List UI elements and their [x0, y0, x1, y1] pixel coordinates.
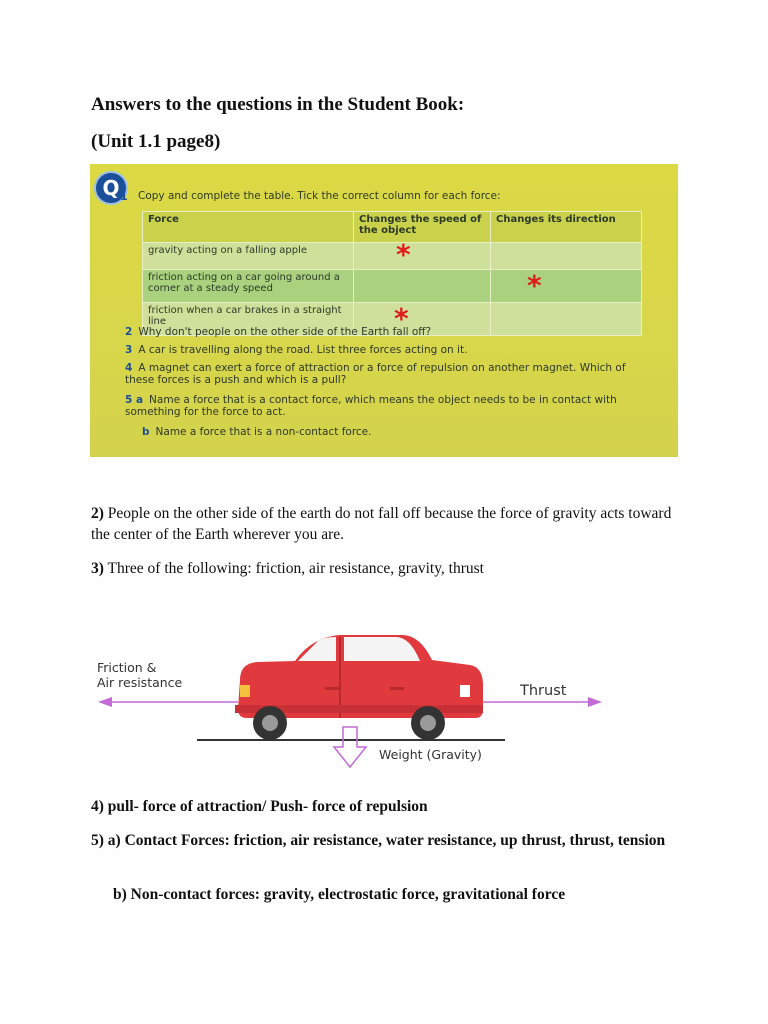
thrust-label: Thrust: [520, 683, 567, 699]
weight-arrow: [334, 727, 366, 767]
weight-label: Weight (Gravity): [379, 747, 482, 762]
speed-tick-cell: [354, 270, 491, 303]
friction-arrowhead: [98, 697, 112, 707]
table-row: [143, 270, 642, 303]
asterisk-mark: *: [527, 269, 542, 302]
speed-tick-cell: [354, 238, 491, 271]
column-header-direction: Changes its direction: [491, 212, 642, 243]
answer-3: 3) Three of the following: friction, air resistance, gravity, thrust: [91, 560, 484, 577]
column-header-force: Force: [143, 212, 354, 243]
column-header-speed: Changes the speed of the object: [354, 212, 491, 243]
question-2: 2 Why don't people on the other side of the Earth fall off?: [125, 326, 432, 338]
air-resistance-label: Air resistance: [97, 675, 183, 690]
question-1-text: Copy and complete the table. Tick the correct column for each force:: [138, 190, 501, 202]
answer-2: 2) People on the other side of the earth do not fall off because the force of gravity acts toward the center of the Earth wherever you are.: [91, 505, 672, 543]
direction-tick-cell: [491, 270, 642, 303]
car-forces-diagram: [90, 585, 610, 780]
textbook-question-image: [90, 164, 678, 457]
force-cell: friction acting on a car going around a corner at a steady speed: [143, 270, 354, 303]
question-4: 4 A magnet can exert a force of attraction or a force of repulsion on another magnet. Which of these forces is a push and which is a pull?: [125, 362, 626, 386]
table-row: [143, 243, 642, 270]
page-heading: Answers to the questions in the Student Book:: [91, 94, 465, 115]
force-cell: gravity acting on a falling apple: [143, 243, 354, 270]
table-header-row: [143, 212, 642, 243]
question-3: 3 A car is travelling along the road. List three forces acting on it.: [125, 344, 468, 356]
answer-5b: b) Non-contact forces: gravity, electrostatic force, gravitational force: [113, 886, 566, 903]
thrust-arrowhead: [588, 697, 602, 707]
force-cell: friction when a car brakes in a straight line: [143, 303, 354, 336]
car-icon: [235, 635, 483, 740]
asterisk-mark: *: [394, 302, 409, 335]
asterisk-mark: *: [396, 238, 411, 271]
question-badge-icon: Q: [94, 171, 128, 205]
answer-4: 4) pull- force of attraction/ Push- force of repulsion: [91, 798, 428, 815]
forces-table: [142, 211, 642, 336]
unit-reference: (Unit 1.1 page8): [91, 131, 221, 152]
direction-tick-cell: [491, 243, 642, 270]
friction-label: Friction &: [97, 660, 157, 675]
question-5b: b Name a force that is a non-contact force.: [142, 426, 372, 438]
question-1-number: 1: [120, 190, 128, 203]
question-5a: 5 a Name a force that is a contact force, which means the object needs to be in contact with something for the force to act.: [125, 394, 617, 418]
answer-5a: 5) a) Contact Forces: friction, air resistance, water resistance, up thrust, thrust, tension: [91, 832, 666, 849]
